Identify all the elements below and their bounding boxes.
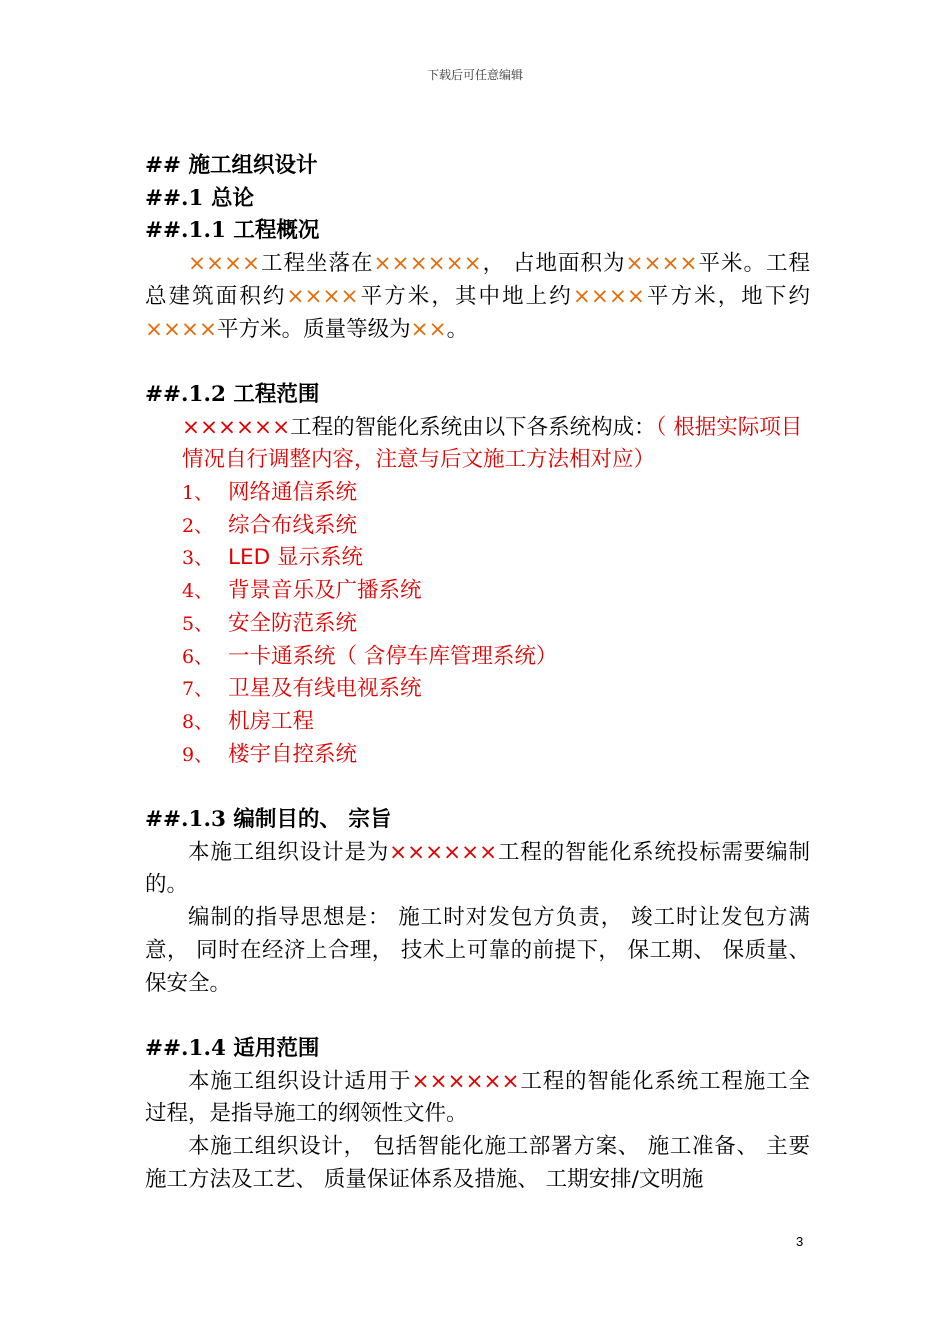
list-item	[182, 706, 810, 739]
heading-main	[145, 150, 810, 183]
text: 工程的智能化系统由以下各系统构成：	[290, 414, 656, 440]
list-item-label: 背景音乐及广播系统	[228, 578, 422, 604]
system-list	[145, 477, 810, 771]
applicability-paragraph	[145, 1066, 810, 1131]
page-number: 3	[796, 1234, 804, 1249]
list-item	[182, 510, 810, 543]
placeholder-mark: ××××	[286, 283, 359, 309]
list-item-number: 2、	[182, 514, 214, 537]
scope-paragraph	[145, 412, 810, 477]
list-item-label: 综合布线系统	[228, 512, 358, 538]
list-item	[182, 542, 810, 575]
list-item-label: 安全防范系统	[228, 610, 358, 636]
placeholder-mark: ××××	[145, 316, 218, 342]
placeholder-mark: ××	[410, 316, 447, 342]
heading-title: 编制目的、 宗旨	[233, 807, 392, 833]
placeholder-mark: ××××××	[411, 1068, 520, 1094]
list-item-number: 6、	[182, 645, 214, 668]
list-item-number: 5、	[182, 612, 214, 635]
heading-number: ##.1.1	[145, 218, 226, 244]
text: 工程的智能化系统工程施工全过程，是指导施工的纲领性文件。	[145, 1068, 810, 1127]
list-item-label: 楼宇自控系统	[228, 741, 358, 767]
heading-1	[145, 183, 810, 216]
list-item-number: 1、	[182, 482, 214, 505]
list-item	[182, 608, 810, 641]
text: 。	[446, 316, 469, 342]
heading-number: ##.1.2	[145, 381, 226, 407]
list-item-label: 机房工程	[228, 708, 315, 734]
heading-number: ##	[145, 153, 182, 178]
placeholder-mark: ××××	[188, 251, 261, 277]
heading-title: 适用范围	[233, 1035, 320, 1061]
list-item-label: 卫星及有线电视系统	[228, 676, 422, 702]
list-item-label: 网络通信系统	[228, 480, 358, 506]
list-item-number: 3、	[182, 547, 214, 570]
placeholder-mark: ××××××	[389, 839, 498, 865]
header-note: 下载后可任意编辑	[426, 68, 523, 82]
text: 平方米，其中地上约	[358, 283, 573, 309]
list-item-label: 一卡通系统（ 含停车库管理系统）	[228, 643, 558, 669]
applicability-scope-paragraph: 本施工组织设计， 包括智能化施工部署方案、 施工准备、 主要施工方法及工艺、 质量保证体系及措施、 工期安排/文明施	[145, 1134, 810, 1192]
placeholder-mark: ××××××	[373, 251, 482, 277]
heading-title: 工程范围	[233, 381, 320, 407]
list-item-number: 8、	[182, 710, 214, 733]
scope-note: （ 根据实际项目情况自行调整内容，注意与后文施工方法相对应）	[182, 414, 803, 473]
text: 工程的智能化系统投标需要编制的。	[145, 839, 810, 898]
heading-number: ##.1.4	[145, 1035, 226, 1061]
placeholder-mark: ××××	[572, 283, 645, 309]
list-item-number: 7、	[182, 678, 214, 701]
list-item	[182, 739, 810, 772]
heading-title: 施工组织设计	[188, 153, 318, 178]
heading-number: ##.1	[145, 185, 204, 211]
text: 平方米，地下约	[644, 283, 810, 309]
heading-1-4	[145, 1033, 810, 1066]
text: 工程坐落在	[260, 251, 374, 277]
text: 平方米。质量等级为	[217, 316, 411, 342]
heading-title: 总论	[210, 185, 254, 211]
text: 平米。工程总建筑面积约	[145, 251, 810, 309]
heading-1-1	[145, 215, 810, 248]
list-item	[182, 673, 810, 706]
purpose-paragraph	[145, 837, 810, 902]
heading-number: ##.1.3	[145, 807, 226, 833]
list-item	[182, 575, 810, 608]
placeholder-mark: ××××	[625, 251, 698, 277]
document-body	[145, 150, 810, 1196]
purpose-guideline-paragraph: 编制的指导思想是： 施工时对发包方负责， 竣工时让发包方满意， 同时在经济上合理， 技术上可靠的前提下， 保工期、 保质量、 保安全。	[145, 905, 810, 996]
heading-title: 工程概况	[233, 218, 320, 244]
placeholder-mark: ××××××	[182, 414, 291, 440]
list-item-number: 4、	[182, 580, 214, 603]
heading-1-3	[145, 804, 810, 837]
list-item	[182, 477, 810, 510]
overview-paragraph	[145, 248, 810, 346]
list-item	[182, 641, 810, 674]
text: ， 占地面积为	[481, 251, 626, 277]
heading-1-2	[145, 379, 810, 412]
list-item-number: 9、	[182, 743, 214, 766]
text: 本施工组织设计适用于	[188, 1068, 412, 1094]
text: 本施工组织设计是为	[188, 839, 390, 865]
list-item-label: LED 显示系统	[228, 545, 363, 571]
